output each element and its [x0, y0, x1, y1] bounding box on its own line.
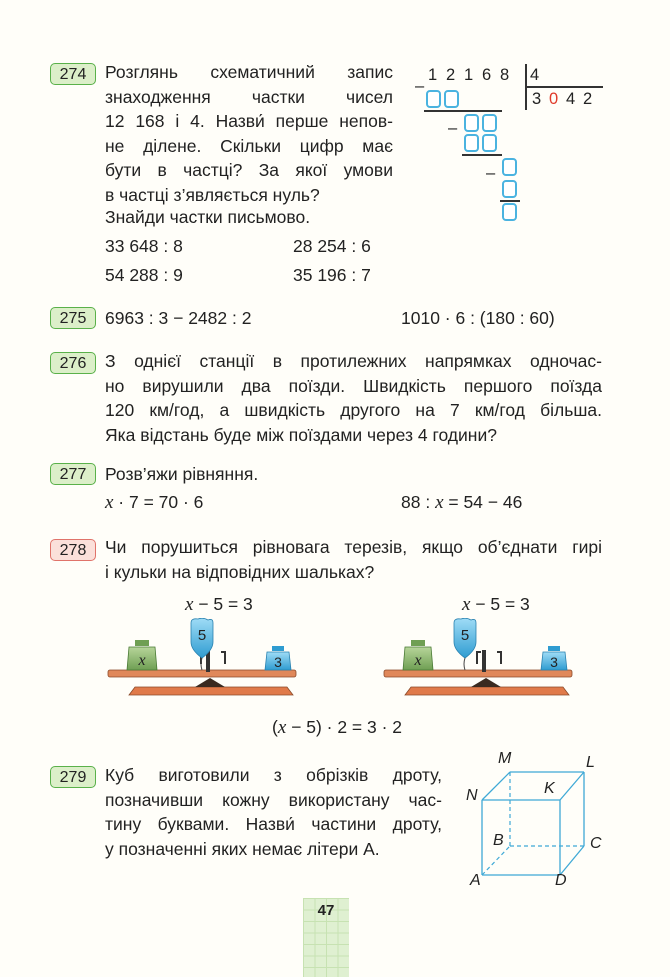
- text-line: і кульки на відповідних шальках?: [105, 561, 375, 582]
- text-line: З однієї станції в протилежних напрямках одночас-: [105, 351, 602, 371]
- text-line: позначивши кожну використану час-: [105, 789, 442, 810]
- problem-number-274: 274: [50, 63, 96, 85]
- vertex-label-C: C: [590, 835, 602, 852]
- equation-rest: − 5 = 3: [470, 594, 530, 614]
- text-line: бути в частці? За якої умови: [105, 160, 393, 180]
- equation: [401, 490, 522, 516]
- expression: 28 254 : 6: [293, 236, 371, 256]
- division-bar-horizontal: [525, 86, 603, 88]
- scale-beam: [384, 670, 572, 677]
- vertex-label-L: L: [586, 754, 595, 771]
- vertex-label-K: K: [544, 780, 555, 797]
- equation-rest: = 54 − 46: [443, 492, 523, 512]
- equation-rest: − 5 = 3: [193, 594, 253, 614]
- balloon-label: 5: [460, 627, 470, 644]
- quotient-digit: 4: [566, 90, 576, 108]
- digit-box: [464, 114, 479, 132]
- combined-equation: [272, 715, 402, 741]
- problem-277-title: Розв’яжи рівняння.: [105, 464, 259, 484]
- scale-fulcrum: [195, 678, 225, 687]
- text-line: у позначенні яких немає літери А.: [105, 838, 380, 859]
- long-division-scheme: [410, 60, 610, 230]
- text-line: Куб виготовили з обрізків дроту,: [105, 765, 442, 785]
- digit-box: [502, 180, 517, 198]
- problem-number-279: 279: [50, 766, 96, 788]
- balloon-5: [454, 618, 476, 670]
- weight-3: [265, 646, 291, 670]
- minus-sign: –: [486, 164, 496, 182]
- variable: x: [462, 594, 471, 615]
- scale-hook: [497, 652, 501, 664]
- dividend-digit: 1: [464, 66, 474, 84]
- weight-3: [541, 646, 567, 670]
- text-line: 120 км/год, а швидкість другого на 7 км/год більша.: [105, 400, 602, 420]
- division-line: [424, 110, 502, 112]
- problem-276-text: [105, 349, 602, 447]
- problem-number-275: 275: [50, 307, 96, 329]
- edge-NM: [482, 772, 510, 800]
- scale-beam: [108, 670, 296, 677]
- paren: (: [272, 717, 278, 737]
- text-line: в частці з’являється нуль?: [105, 184, 320, 205]
- problem-278-text: [105, 535, 602, 584]
- vertex-label-A: A: [470, 872, 481, 889]
- problem-number-278: 278: [50, 539, 96, 561]
- page-number: 47: [317, 902, 335, 919]
- quotient-digit-zero: 0: [549, 90, 559, 108]
- balance-scale-right: [381, 618, 586, 706]
- equation-rest: − 5) · 2 = 3 · 2: [286, 717, 403, 737]
- wire-cube: [480, 770, 590, 878]
- variable: x: [277, 717, 287, 738]
- digit-box: [426, 90, 441, 108]
- digit-box: [482, 114, 497, 132]
- variable: x: [435, 492, 444, 513]
- text-line: но вирушили два поїзди. Швидкість першого поїзда: [105, 375, 602, 396]
- scale-fulcrum: [471, 678, 501, 687]
- text-line: Чи порушиться рівновага терезів, якщо об’єднати гирі: [105, 537, 602, 557]
- digit-box: [444, 90, 459, 108]
- scale-equation-right: [462, 592, 530, 618]
- edge-KL: [560, 772, 584, 800]
- equation-rest: · 7 = 70 · 6: [113, 492, 204, 512]
- balloon-label: 5: [197, 627, 207, 644]
- problem-274-text: [105, 60, 393, 207]
- expression: 1010 · 6 : (180 : 60): [401, 308, 555, 328]
- problem-number-277: 277: [50, 463, 96, 485]
- divisor: 4: [530, 66, 540, 84]
- minus-sign: –: [448, 119, 458, 137]
- text-line: знаходження частки чисел: [105, 86, 393, 107]
- quotient-digit: 2: [583, 90, 593, 108]
- minus-sign: –: [415, 77, 425, 95]
- text-line: 12 168 і 4. Назви́ перше непов-: [105, 111, 393, 131]
- task-274: Знайди частки письмово.: [105, 207, 311, 227]
- page-number-box: [303, 898, 349, 977]
- quotient-digit: 3: [532, 90, 542, 108]
- weight-label: 3: [274, 654, 282, 670]
- problem-number-276: 276: [50, 352, 96, 374]
- expression: 6963 : 3 − 2482 : 2: [105, 308, 252, 328]
- edge-AB: [482, 846, 510, 875]
- scale-equation-left: [185, 592, 253, 618]
- division-line: [462, 154, 502, 156]
- vertex-label-N: N: [466, 787, 478, 804]
- weight-x: [403, 640, 433, 670]
- expression: 33 648 : 8: [105, 236, 183, 256]
- text-line: Розглянь схематичний запис: [105, 62, 393, 82]
- vertex-label-D: D: [555, 872, 567, 889]
- scale-post: [482, 650, 486, 672]
- equation: [105, 490, 203, 516]
- dividend-digit: 2: [446, 66, 456, 84]
- digit-box: [502, 203, 517, 221]
- scale-base: [129, 687, 293, 695]
- digit-box: [482, 134, 497, 152]
- vertex-label-M: M: [498, 750, 512, 767]
- text-line: не ділене. Скільки цифр має: [105, 135, 393, 156]
- weight-label: x: [138, 652, 146, 669]
- dividend-digit: 6: [482, 66, 492, 84]
- digit-box: [502, 158, 517, 176]
- expression: 35 196 : 7: [293, 265, 371, 285]
- expression: 54 288 : 9: [105, 265, 183, 285]
- vertex-label-B: B: [493, 832, 504, 849]
- dividend-digit: 1: [428, 66, 438, 84]
- variable: x: [185, 594, 194, 615]
- digit-box: [464, 134, 479, 152]
- weight-label: x: [414, 652, 422, 669]
- text-line: тину буквами. Назви́ частини дроту,: [105, 814, 442, 834]
- division-line: [500, 200, 520, 202]
- dividend-digit: 8: [500, 66, 510, 84]
- edge-DC: [560, 846, 584, 875]
- weight-x: [127, 640, 157, 670]
- scale-hook: [221, 652, 225, 664]
- balance-scale-left: [105, 618, 310, 706]
- text-line: Яка відстань буде між поїздами через 4 години?: [105, 424, 497, 445]
- scale-base: [405, 687, 569, 695]
- equation-pre: 88 :: [401, 492, 436, 512]
- weight-label: 3: [550, 654, 558, 670]
- scale-hook: [477, 652, 481, 664]
- problem-279-text: [105, 763, 442, 861]
- variable: x: [105, 492, 114, 513]
